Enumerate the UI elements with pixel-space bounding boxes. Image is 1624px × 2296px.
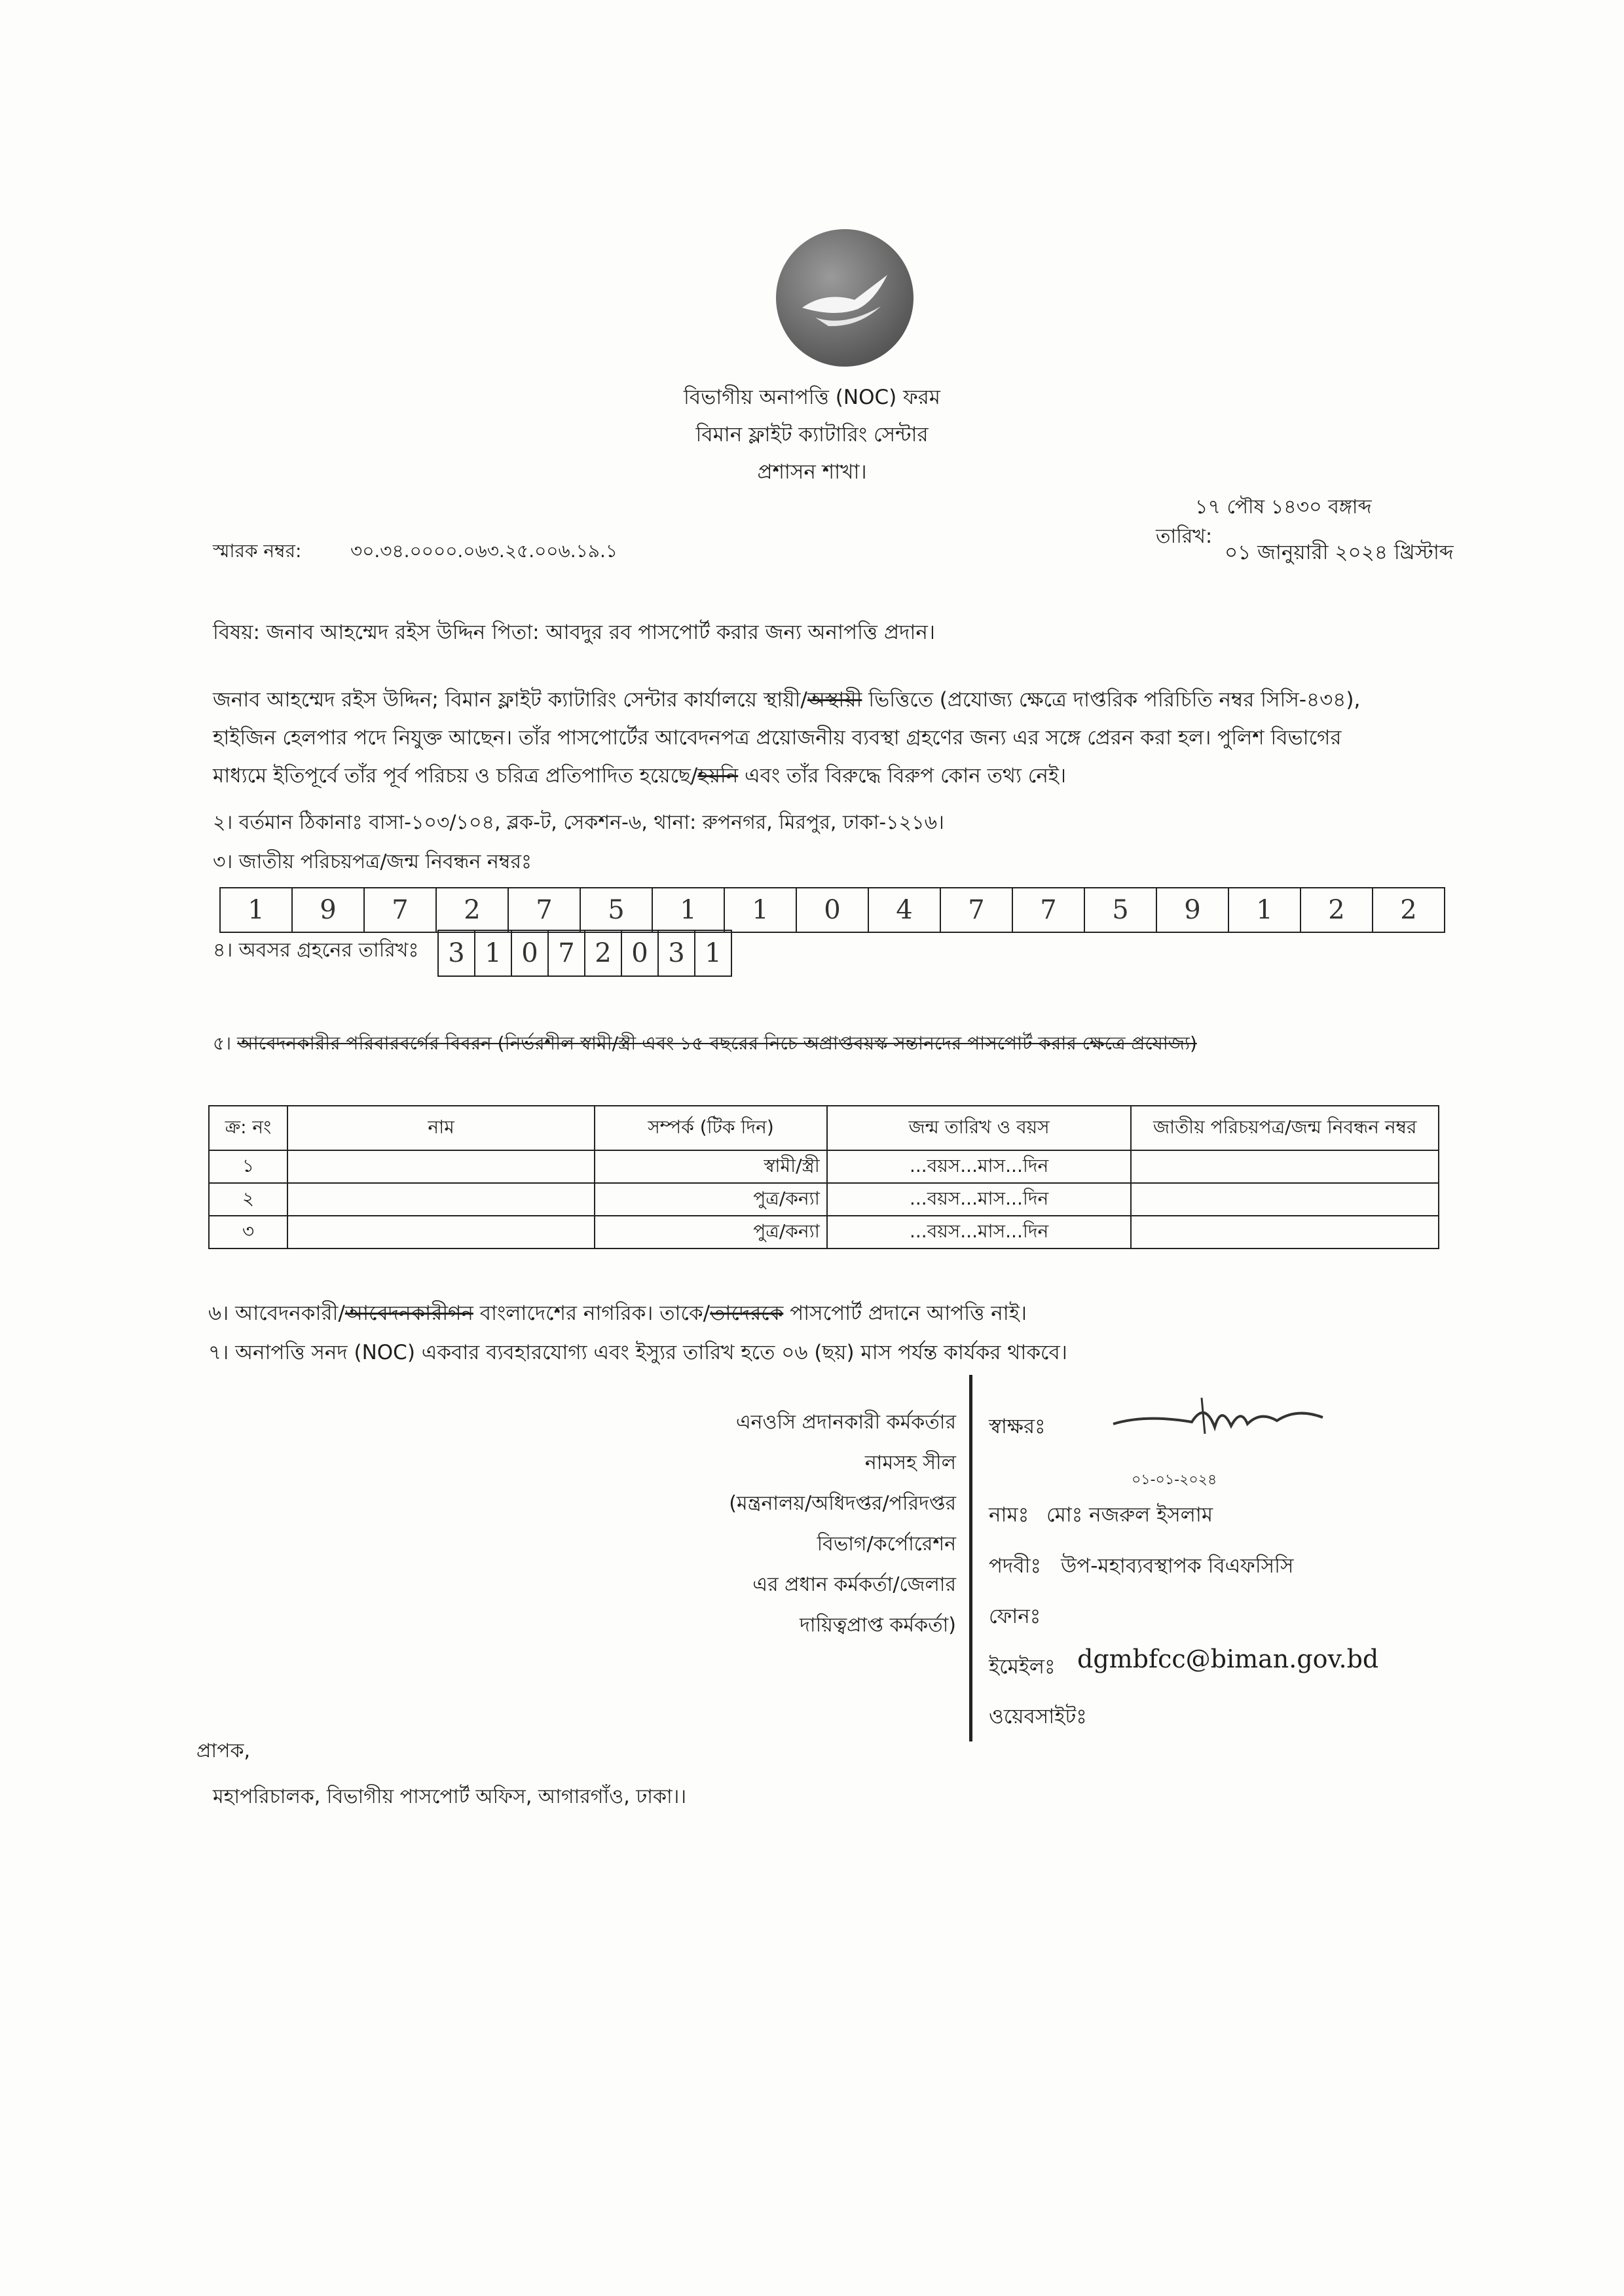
citizenship-statement: ৬। আবেদনকারী/আবেদনকারীগন বাংলাদেশের নাগরিক। তাকে/তাদেরকে পাসপোর্ট প্রদানে আপত্তি নাই।: [208, 1302, 1027, 1325]
col-birthdate-age: জন্ম তারিখ ও বয়স: [827, 1106, 1132, 1150]
date-label: তারিখ:: [1156, 525, 1213, 548]
office-line-4: বিভাগ/কর্পোরেশন: [817, 1533, 956, 1556]
col-name: নাম: [287, 1106, 595, 1150]
sign-date: ০১-০১-২০২৪: [1132, 1472, 1217, 1488]
col-serial: ক্র: নং: [209, 1106, 287, 1150]
nid-digit-box: 5: [1084, 887, 1157, 933]
subject-label: বিষয়:: [213, 621, 260, 644]
nid-digit-box: 0: [796, 887, 869, 933]
organization-name: বিমান ফ্লাইট ক্যাটারিং সেন্টার: [695, 423, 929, 446]
nid-digit-box: 5: [580, 887, 653, 933]
memo-number: ৩০.৩৪.০০০০.০৬৩.২৫.০০৬.১৯.১: [350, 540, 618, 562]
recipient-address: মহাপরিচালক, বিভাগীয় পাসপোর্ট অফিস, আগারগাঁও, ঢাকা।।: [213, 1785, 687, 1808]
office-line-2: নামসহ সীল: [864, 1451, 956, 1474]
table-row: ৩ পুত্র/কন্যা ...বয়স...মাস...দিন: [209, 1216, 1439, 1248]
nid-digit-box: 7: [363, 887, 437, 933]
nid-digit-box: 9: [1156, 887, 1229, 933]
nid-number-boxes: [219, 887, 1445, 933]
signatory-name: মোঃ নজরুল ইসলাম: [1046, 1503, 1213, 1527]
retirement-digit-box: 0: [511, 930, 549, 977]
form-title: বিভাগীয় অনাপত্তি (NOC) ফরম: [684, 386, 940, 409]
col-nid: জাতীয় পরিচয়পত্র/জন্ম নিবন্ধন নম্বর: [1131, 1106, 1439, 1150]
nid-digit-box: 2: [435, 887, 509, 933]
retirement-digit-box: 7: [547, 930, 585, 977]
nid-digit-box: 1: [724, 887, 797, 933]
branch-name: প্রশাসন শাখা।: [757, 460, 867, 484]
office-line-1: এনওসি প্রদানকারী কর্মকর্তার: [735, 1411, 956, 1434]
email-label: ইমেইলঃ: [989, 1655, 1056, 1679]
body-line-3: মাধ্যমে ইতিপূর্বে তাঁর পূর্ব পরিচয় ও চরিত্র প্রতিপাদিত হয়েছে/হয়নি এবং তাঁর বিরুদ্ধে বিরুপ কোন তথ্য নেই।: [213, 764, 1067, 788]
recipient-label: প্রাপক,: [196, 1740, 250, 1762]
retirement-digit-box: 0: [621, 930, 659, 977]
nid-label: ৩। জাতীয় পরিচয়পত্র/জন্ম নিবন্ধন নম্বরঃ: [213, 850, 532, 873]
signatory-designation: উপ-মহাব্যবস্থাপক বিএফসিসি: [1061, 1554, 1294, 1578]
nid-digit-box: 1: [219, 887, 293, 933]
present-address: ২। বর্তমান ঠিকানাঃ বাসা-১০৩/১০৪, ব্লক-ট, সেকশন-৬, থানা: রুপনগর, মিরপুর, ঢাকা-১২১৬।: [213, 811, 944, 834]
sign-label: স্বাক্ষরঃ: [989, 1415, 1046, 1438]
nid-digit-box: 2: [1372, 887, 1445, 933]
memo-label: স্মারক নম্বর:: [213, 540, 302, 562]
validity-statement: ৭। অনাপত্তি সনদ (NOC) একবার ব্যবহারযোগ্য এবং ইস্যুর তারিখ হতে ০৬ (ছয়) মাস পর্যন্ত কার্যকর থাকবে।: [208, 1341, 1067, 1364]
date-english: ০১ জানুয়ারী ২০২৪ খ্রিস্টাব্দ: [1225, 541, 1454, 564]
name-label: নামঃ: [989, 1503, 1029, 1527]
phone-label: ফোনঃ: [989, 1605, 1041, 1628]
subject-text: জনাব আহম্মেদ রইস উদ্দিন পিতা: আবদুর রব পাসপোর্ট করার জন্য অনাপত্তি প্রদান।: [266, 621, 935, 644]
signatory-email: dgmbfcc@biman.gov.bd: [1077, 1645, 1379, 1673]
retirement-date-boxes: [437, 930, 732, 977]
office-line-5: এর প্রধান কর্মকর্তা/জেলার: [752, 1573, 956, 1596]
office-line-6: দায়িত্বপ্রাপ্ত কর্মকর্তা): [800, 1614, 956, 1637]
family-table: [208, 1105, 1439, 1249]
nid-digit-box: 7: [1012, 887, 1085, 933]
nid-digit-box: 1: [1228, 887, 1301, 933]
office-line-3: (মন্ত্রনালয়/অধিদপ্তর/পরিদপ্তর: [729, 1492, 956, 1515]
family-details-heading: ৫। আবেদনকারীর পরিবারবর্গের বিবরন (নির্ভরশীল স্বামী/স্ত্রী এবং ১৫ বছরের নিচে অপ্রাপ্তবয়স্ক সন্তানদের পাসপোর্ট করার ক্ষেত্রে প্রযোজ্য): [213, 1032, 1197, 1054]
body-paragraph: [213, 681, 1477, 795]
nid-digit-box: 9: [291, 887, 365, 933]
table-header-row: [209, 1106, 1439, 1150]
retirement-digit-box: 2: [584, 930, 622, 977]
retirement-digit-box: 1: [474, 930, 512, 977]
table-row: ২ পুত্র/কন্যা ...বয়স...মাস...দিন: [209, 1183, 1439, 1216]
nid-digit-box: 4: [868, 887, 941, 933]
nid-digit-box: 7: [940, 887, 1013, 933]
website-label: ওয়েবসাইটঃ: [989, 1705, 1087, 1728]
retirement-digit-box: 3: [437, 930, 475, 977]
retirement-digit-box: 1: [694, 930, 732, 977]
body-line-1: জনাব আহম্মেদ রইস উদ্দিন; বিমান ফ্লাইট ক্যাটারিং সেন্টার কার্যালয়ে স্থায়ী/অস্থায়ী ভিত্তিতে (প্রযোজ্য ক্ষেত্রে দাপ্তরিক পরিচিতি নম্বর সিসি-৪৩৪),: [213, 688, 1361, 712]
retirement-digit-box: 3: [657, 930, 695, 977]
subject-line: [213, 617, 935, 651]
table-row: ১ স্বামী/স্ত্রী ...বয়স...মাস...দিন: [209, 1150, 1439, 1183]
designation-label: পদবীঃ: [989, 1554, 1041, 1578]
retirement-label: ৪। অবসর গ্রহনের তারিখঃ: [213, 939, 419, 962]
bird-emblem-icon: [776, 229, 913, 367]
col-relation: সম্পর্ক (টিক দিন): [595, 1106, 827, 1150]
nid-digit-box: 1: [652, 887, 725, 933]
handwritten-signature: [1107, 1388, 1369, 1447]
date-bangla: ১৭ পৌষ ১৪৩০ বঙ্গাব্দ: [1195, 496, 1372, 519]
biman-logo: [776, 229, 913, 367]
body-line-2: হাইজিন হেলপার পদে নিযুক্ত আছেন। তাঁর পাসপোর্টের আবেদনপত্র প্রয়োজনীয় ব্যবস্থা গ্রহণের জন্য এর সঙ্গে প্রেরন করা হল। পুলিশ বিভাগের: [213, 726, 1342, 750]
nid-digit-box: 2: [1300, 887, 1373, 933]
signature-divider: [969, 1375, 972, 1741]
nid-digit-box: 7: [507, 887, 581, 933]
